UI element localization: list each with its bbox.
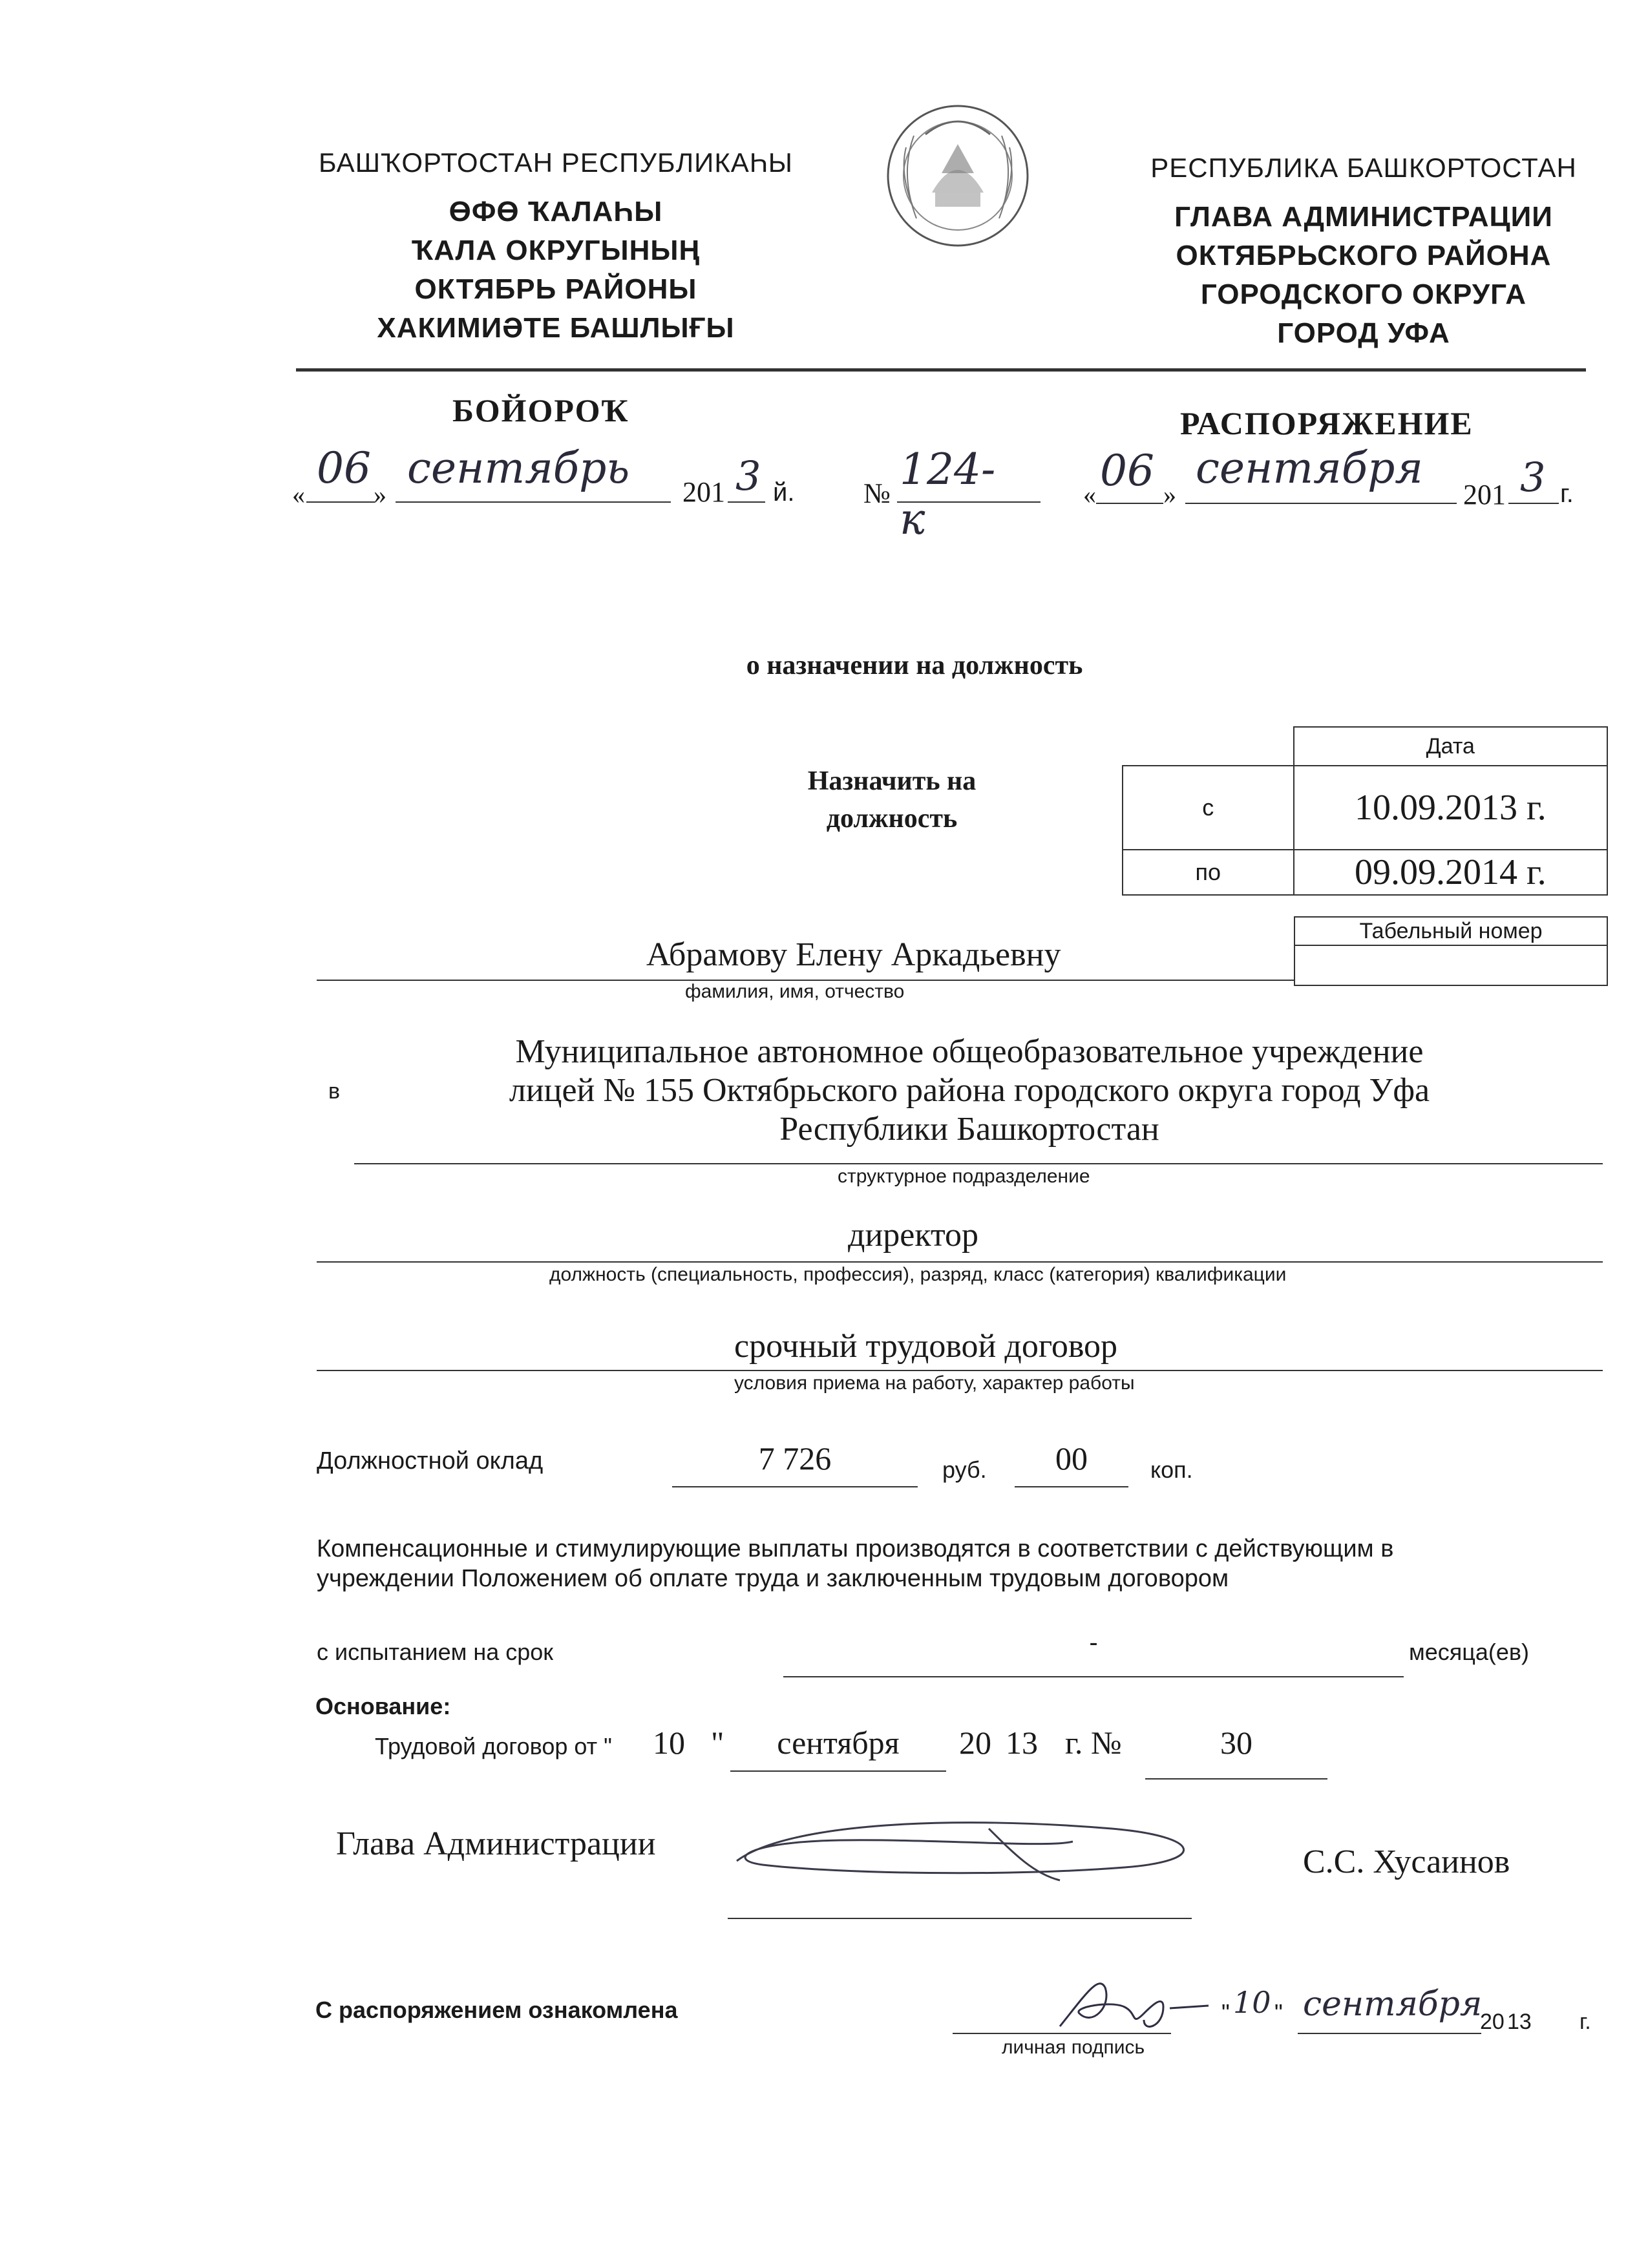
number-line [897,501,1041,503]
basis-day: 10 [653,1725,685,1761]
position-value: директор [848,1217,978,1254]
salary-kop-line [1015,1486,1128,1487]
header-left [284,147,827,348]
left-year-prefix: 201 [682,476,725,508]
assign-label-line: должность [826,804,958,834]
header-right [1125,152,1603,353]
signatory-title: Глава Администрации [336,1825,656,1862]
from-label: с [1123,766,1294,850]
unit-block [388,1033,1551,1149]
signature-employee [1047,1968,1215,2039]
header-divider [296,368,1586,372]
ack-sign-line [953,2033,1171,2034]
right-month-line [1185,503,1457,504]
ack-year-prefix: 20 [1480,2010,1505,2034]
salary-label: Должностной оклад [317,1447,544,1475]
basis-label: Основание: [315,1693,451,1719]
header-left-republic: БАШҠОРТОСТАН РЕСПУБЛИКАҺЫ [319,147,793,178]
doc-type-russian: РАСПОРЯЖЕНИЕ [1180,405,1474,441]
assign-label [730,762,1053,837]
header-left-line: ҠАЛА ОКРУГЫНЫҢ [411,235,701,266]
unit-line: лицей № 155 Октябрьского района городского округа город Уфа [509,1072,1430,1109]
right-day-line [1096,503,1163,504]
basis-year: 13 [1006,1725,1038,1761]
unit-prefix: в [328,1079,341,1104]
position-line [317,1261,1603,1263]
ack-quote-close: " [1274,1999,1283,2026]
tabel-value [1294,945,1607,985]
date-table [1122,726,1608,896]
tabel-header: Табельный номер [1294,917,1607,945]
basis-month-line [730,1770,946,1772]
right-year-prefix: 201 [1463,479,1506,510]
header-right-line: ОКТЯБРЬСКОГО РАЙОНА [1176,240,1552,271]
employee-name: Абрамову Елену Аркадьевну [646,936,1061,973]
left-month: сентябрь [407,443,630,493]
employee-caption: фамилия, имя, отчество [685,981,905,1002]
salary-rub-line [672,1486,918,1487]
header-left-line: ӨФӨ ҠАЛАҺЫ [449,196,663,227]
left-day: 06 [317,443,371,493]
probation-label: с испытанием на срок [317,1639,554,1665]
subject-title: о назначении на должность [746,651,1083,680]
header-right-line: ГОРОД УФА [1277,317,1450,349]
basis-number-line [1145,1778,1327,1780]
number-value: 124-к [900,445,996,544]
header-left-line: ХАКИМИӘТЕ БАШЛЫҒЫ [377,312,735,344]
assign-label-line: Назначить на [807,766,977,796]
left-year-line [728,501,765,503]
header-right-line: ГОРОДСКОГО ОКРУГА [1200,278,1527,310]
unit-line-underline [354,1163,1603,1164]
quote-open: « [1083,480,1096,509]
unit-line: Республики Башкортостан [779,1111,1159,1148]
compensation-text [317,1534,1393,1593]
signatory-name: С.С. Хусаинов [1303,1843,1510,1880]
right-year-line [1508,503,1559,504]
ack-month: сентября [1303,1985,1483,2024]
signature-head [711,1803,1228,1900]
date-header: Дата [1294,727,1607,766]
ack-quote-open: " [1221,1999,1230,2026]
basis-year-suffix: г. № [1065,1725,1122,1761]
number-label: № [863,478,891,509]
coat-of-arms-emblem [880,96,1035,257]
unit-line: Муниципальное автономное общеобразовательное учреждение [515,1033,1424,1070]
tabel-table [1294,916,1608,986]
probation-line [783,1676,1404,1677]
basis-year-prefix: 20 [959,1725,991,1761]
ack-day: 10 [1233,1985,1271,2020]
header-right-line: ГЛАВА АДМИНИСТРАЦИИ [1174,201,1553,233]
salary-rub-label: руб. [942,1456,987,1483]
unit-caption: структурное подразделение [838,1166,1090,1187]
basis-quote-close: " [711,1725,724,1761]
basis-contract-prefix: Трудовой договор от " [375,1733,612,1759]
salary-kop-label: коп. [1150,1456,1193,1483]
position-caption: должность (специальность, профессия), разряд, класс (категория) квалификации [549,1264,1287,1285]
quote-open: « [292,480,305,509]
salary-kop: 00 [1055,1440,1088,1476]
conditions-value: срочный трудовой договор [734,1328,1118,1365]
ack-month-line [1298,2033,1481,2034]
header-right-republic: РЕСПУБЛИКА БАШКОРТОСТАН [1150,152,1577,183]
basis-month: сентября [777,1725,900,1761]
ack-label: С распоряжением ознакомлена [315,1997,678,2023]
right-day: 06 [1100,446,1154,496]
to-value: 09.09.2014 г. [1294,850,1607,895]
from-value: 10.09.2013 г. [1294,766,1607,850]
doc-type-bashkir: БОЙОРОҠ [452,392,629,428]
left-day-line [306,501,375,503]
ack-caption: личная подпись [1002,2037,1145,2058]
left-year-suffix: й. [773,478,795,507]
header-left-line: ОКТЯБРЬ РАЙОНЫ [414,273,697,305]
right-year-digit: 3 [1520,454,1546,501]
ack-year: 13 [1507,2010,1532,2034]
to-label: по [1123,850,1294,895]
signatory-sign-line [728,1918,1192,1919]
compensation-line: учреждении Положением об оплате труда и заключенным трудовым договором [317,1565,1229,1592]
right-month: сентября [1196,443,1424,493]
quote-close: » [374,480,386,509]
compensation-line: Компенсационные и стимулирующие выплаты производятся в соответствии с действующим в [317,1535,1394,1562]
left-month-line [396,501,671,503]
ack-suffix: г. [1579,2010,1591,2034]
probation-unit: месяца(ев) [1409,1639,1530,1665]
salary-rub: 7 726 [758,1440,832,1476]
right-year-suffix: г. [1560,479,1574,508]
probation-value: - [1089,1628,1098,1657]
conditions-line [317,1370,1603,1371]
left-year-digit: 3 [735,452,761,499]
conditions-caption: условия приема на работу, характер работы [734,1372,1135,1394]
quote-close: » [1163,480,1176,509]
basis-number: 30 [1220,1725,1252,1761]
